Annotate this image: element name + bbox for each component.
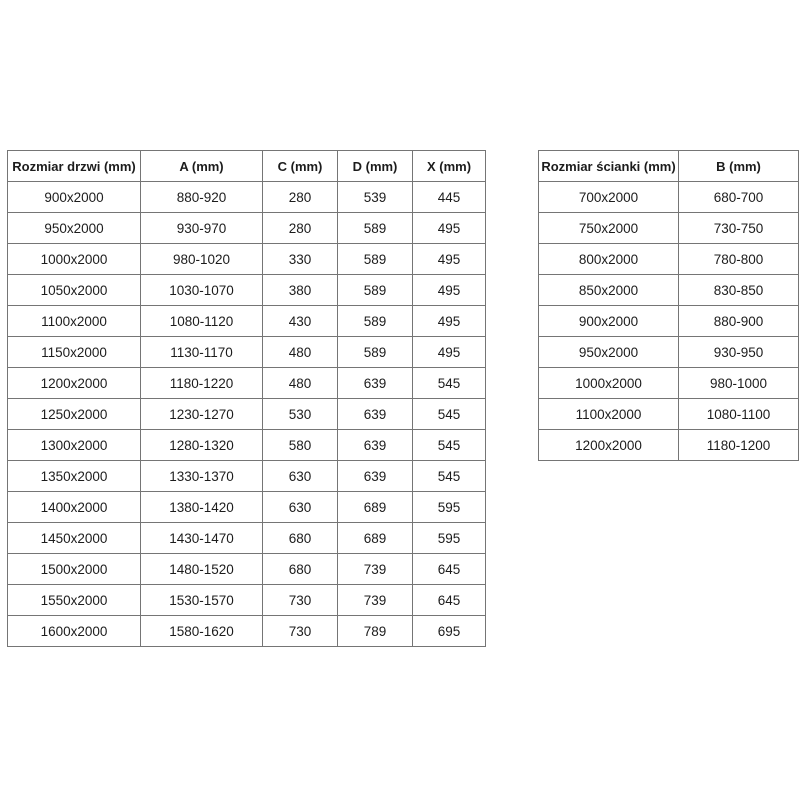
table-cell: 900x2000 bbox=[8, 182, 141, 213]
table-cell: 695 bbox=[413, 616, 486, 647]
table-cell: 1480-1520 bbox=[141, 554, 263, 585]
table-cell: 680 bbox=[263, 523, 338, 554]
table-row bbox=[8, 337, 486, 368]
table-cell: 1550x2000 bbox=[8, 585, 141, 616]
table-cell: 1200x2000 bbox=[8, 368, 141, 399]
table-cell: 1430-1470 bbox=[141, 523, 263, 554]
table-cell: 850x2000 bbox=[539, 275, 679, 306]
table-cell: 1330-1370 bbox=[141, 461, 263, 492]
table-cell: 980-1020 bbox=[141, 244, 263, 275]
table-cell: 700x2000 bbox=[539, 182, 679, 213]
table-cell: 1280-1320 bbox=[141, 430, 263, 461]
table-cell: 880-900 bbox=[679, 306, 799, 337]
table-cell: 980-1000 bbox=[679, 368, 799, 399]
table-cell: 689 bbox=[338, 492, 413, 523]
table-row bbox=[8, 554, 486, 585]
table-row bbox=[539, 182, 799, 213]
table-cell: 1100x2000 bbox=[539, 399, 679, 430]
table-cell: 545 bbox=[413, 461, 486, 492]
table-row bbox=[539, 368, 799, 399]
table-cell: 1580-1620 bbox=[141, 616, 263, 647]
table-cell: 330 bbox=[263, 244, 338, 275]
table-cell: 780-800 bbox=[679, 244, 799, 275]
table-cell: 880-920 bbox=[141, 182, 263, 213]
wall-size-table bbox=[538, 150, 799, 461]
table-cell: 530 bbox=[263, 399, 338, 430]
table-cell: 1380-1420 bbox=[141, 492, 263, 523]
column-header: Rozmiar drzwi (mm) bbox=[8, 151, 141, 182]
table-cell: 1100x2000 bbox=[8, 306, 141, 337]
table-cell: 1500x2000 bbox=[8, 554, 141, 585]
table-cell: 280 bbox=[263, 213, 338, 244]
table-row bbox=[8, 492, 486, 523]
table-cell: 589 bbox=[338, 337, 413, 368]
table-cell: 1530-1570 bbox=[141, 585, 263, 616]
table-cell: 1030-1070 bbox=[141, 275, 263, 306]
table-cell: 1180-1200 bbox=[679, 430, 799, 461]
table-cell: 830-850 bbox=[679, 275, 799, 306]
table-cell: 595 bbox=[413, 492, 486, 523]
table-cell: 1080-1100 bbox=[679, 399, 799, 430]
table-cell: 495 bbox=[413, 337, 486, 368]
table-cell: 595 bbox=[413, 523, 486, 554]
table-row bbox=[8, 616, 486, 647]
table-cell: 930-950 bbox=[679, 337, 799, 368]
table-cell: 1230-1270 bbox=[141, 399, 263, 430]
table-row bbox=[8, 213, 486, 244]
table-cell: 639 bbox=[338, 399, 413, 430]
table-cell: 639 bbox=[338, 430, 413, 461]
table-cell: 739 bbox=[338, 585, 413, 616]
table-cell: 380 bbox=[263, 275, 338, 306]
table-cell: 730-750 bbox=[679, 213, 799, 244]
table-cell: 545 bbox=[413, 368, 486, 399]
table-cell: 1050x2000 bbox=[8, 275, 141, 306]
table-cell: 1130-1170 bbox=[141, 337, 263, 368]
table-row bbox=[8, 523, 486, 554]
table-row bbox=[8, 368, 486, 399]
table-cell: 480 bbox=[263, 368, 338, 399]
table-cell: 580 bbox=[263, 430, 338, 461]
table-cell: 589 bbox=[338, 275, 413, 306]
table-cell: 430 bbox=[263, 306, 338, 337]
table-cell: 789 bbox=[338, 616, 413, 647]
table-row bbox=[539, 213, 799, 244]
table-cell: 689 bbox=[338, 523, 413, 554]
table-cell: 680-700 bbox=[679, 182, 799, 213]
column-header: B (mm) bbox=[679, 151, 799, 182]
table-row bbox=[8, 244, 486, 275]
table-cell: 495 bbox=[413, 306, 486, 337]
table-row bbox=[8, 461, 486, 492]
column-header: C (mm) bbox=[263, 151, 338, 182]
doors-size-table bbox=[7, 150, 486, 647]
table-row bbox=[8, 182, 486, 213]
table-cell: 950x2000 bbox=[8, 213, 141, 244]
table-cell: 495 bbox=[413, 275, 486, 306]
table-cell: 495 bbox=[413, 244, 486, 275]
doors-table-header-row bbox=[8, 151, 486, 182]
table-cell: 1000x2000 bbox=[8, 244, 141, 275]
table-row bbox=[8, 399, 486, 430]
table-cell: 930-970 bbox=[141, 213, 263, 244]
table-cell: 280 bbox=[263, 182, 338, 213]
table-cell: 630 bbox=[263, 492, 338, 523]
table-cell: 589 bbox=[338, 213, 413, 244]
table-cell: 445 bbox=[413, 182, 486, 213]
table-cell: 1350x2000 bbox=[8, 461, 141, 492]
table-cell: 495 bbox=[413, 213, 486, 244]
table-cell: 1150x2000 bbox=[8, 337, 141, 368]
table-row bbox=[539, 430, 799, 461]
table-cell: 1400x2000 bbox=[8, 492, 141, 523]
table-row bbox=[539, 399, 799, 430]
column-header: Rozmiar ścianki (mm) bbox=[539, 151, 679, 182]
table-cell: 680 bbox=[263, 554, 338, 585]
table-cell: 950x2000 bbox=[539, 337, 679, 368]
column-header: A (mm) bbox=[141, 151, 263, 182]
table-cell: 645 bbox=[413, 585, 486, 616]
table-cell: 1450x2000 bbox=[8, 523, 141, 554]
column-header: D (mm) bbox=[338, 151, 413, 182]
table-row bbox=[539, 275, 799, 306]
table-row bbox=[8, 430, 486, 461]
table-cell: 1300x2000 bbox=[8, 430, 141, 461]
table-cell: 739 bbox=[338, 554, 413, 585]
table-cell: 480 bbox=[263, 337, 338, 368]
table-row bbox=[539, 306, 799, 337]
table-row bbox=[8, 275, 486, 306]
table-cell: 545 bbox=[413, 399, 486, 430]
table-cell: 639 bbox=[338, 461, 413, 492]
table-cell: 589 bbox=[338, 306, 413, 337]
table-row bbox=[8, 306, 486, 337]
table-cell: 645 bbox=[413, 554, 486, 585]
table-cell: 800x2000 bbox=[539, 244, 679, 275]
table-cell: 589 bbox=[338, 244, 413, 275]
table-row bbox=[8, 585, 486, 616]
table-cell: 1200x2000 bbox=[539, 430, 679, 461]
table-cell: 1180-1220 bbox=[141, 368, 263, 399]
table-cell: 1600x2000 bbox=[8, 616, 141, 647]
table-cell: 539 bbox=[338, 182, 413, 213]
table-cell: 1000x2000 bbox=[539, 368, 679, 399]
table-cell: 545 bbox=[413, 430, 486, 461]
table-row bbox=[539, 337, 799, 368]
wall-table-header-row bbox=[539, 151, 799, 182]
table-cell: 1250x2000 bbox=[8, 399, 141, 430]
table-cell: 730 bbox=[263, 585, 338, 616]
table-row bbox=[539, 244, 799, 275]
table-cell: 730 bbox=[263, 616, 338, 647]
table-cell: 900x2000 bbox=[539, 306, 679, 337]
table-cell: 1080-1120 bbox=[141, 306, 263, 337]
table-cell: 639 bbox=[338, 368, 413, 399]
column-header: X (mm) bbox=[413, 151, 486, 182]
table-cell: 750x2000 bbox=[539, 213, 679, 244]
table-cell: 630 bbox=[263, 461, 338, 492]
